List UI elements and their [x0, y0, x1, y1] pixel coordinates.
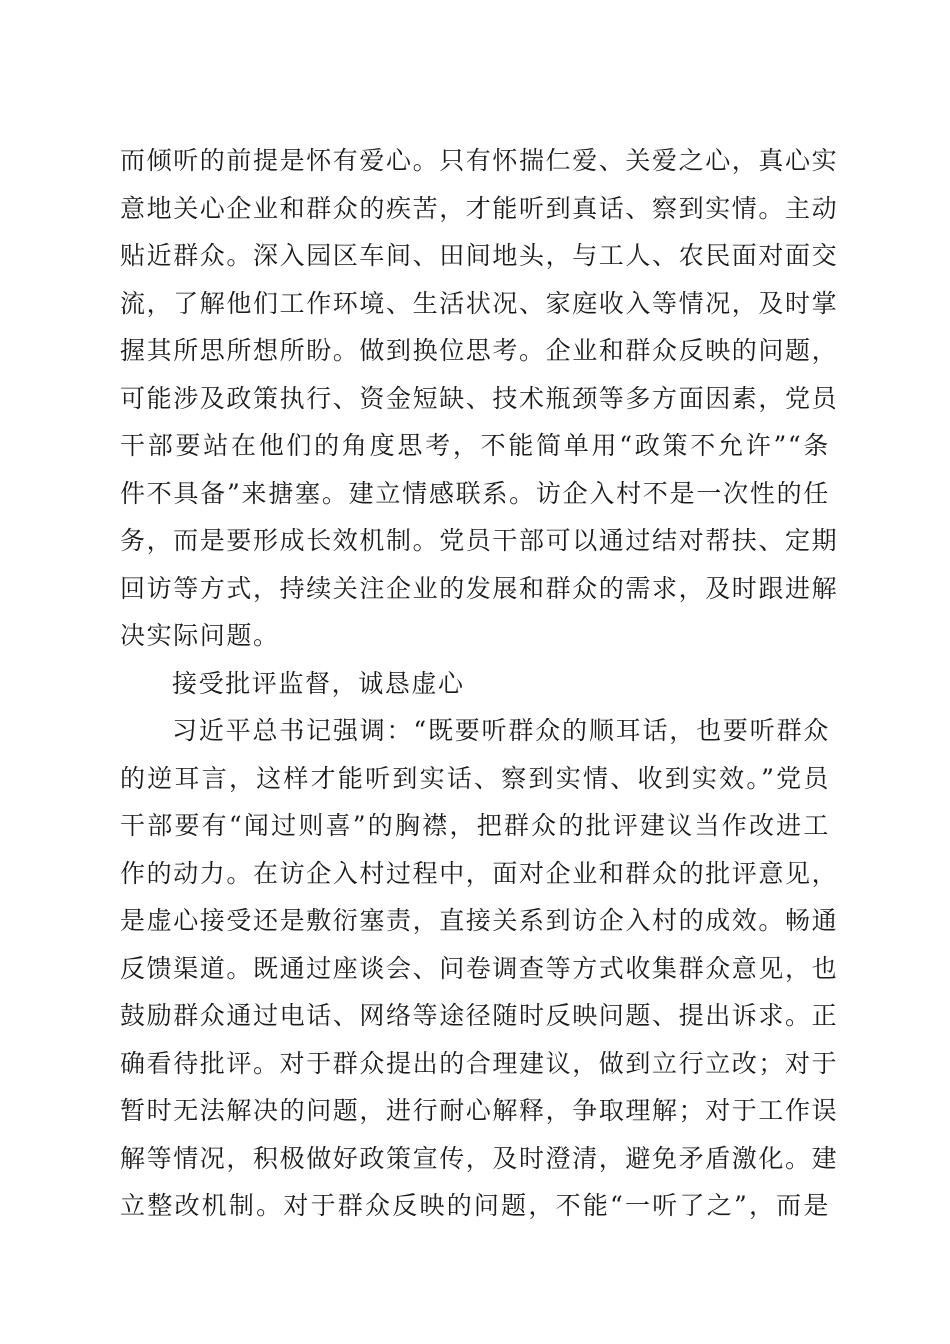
text-line: 解等情况，积极做好政策宣传，及时澄清，避免矛盾激化。建: [120, 1143, 839, 1173]
text-line: 确看待批评。对于群众提出的合理建议，做到立行立改；对于: [120, 1048, 839, 1078]
section-heading: 接受批评监督，诚恳虚心: [172, 668, 465, 698]
text-line: 件不具备”来搪塞。建立情感联系。访企入村不是一次性的任: [120, 478, 830, 508]
text-line: 贴近群众。深入园区车间、田间地头，与工人、农民面对面交: [120, 241, 839, 270]
text-line: 是虚心接受还是敷衍塞责，直接关系到访企入村的成效。畅通: [120, 906, 839, 935]
text-line: 作的动力。在访企入村过程中，面对企业和群众的批评意见，: [120, 858, 839, 888]
text-line: 干部要站在他们的角度思考，不能简单用“政策不允许”“条: [120, 431, 830, 460]
text-line: 暂时无法解决的问题，进行耐心解释，争取理解；对于工作误: [120, 1096, 839, 1125]
text-line: 鼓励群众通过电话、网络等途径随时反映问题、提出诉求。正: [120, 1001, 839, 1030]
text-line: 可能涉及政策执行、资金短缺、技术瓶颈等多方面因素，党员: [120, 383, 839, 413]
body-text: [120, 137, 839, 1230]
text-line: 习近平总书记强调：“既要听群众的顺耳话，也要听群众: [172, 716, 830, 745]
text-line: 务，而是要形成长效机制。党员干部可以通过结对帮扶、定期: [120, 526, 839, 555]
text-line: 意地关心企业和群众的疾苦，才能听到真话、察到实情。主动: [120, 193, 839, 223]
text-line: 握其所思所想所盼。做到换位思考。企业和群众反映的问题，: [120, 336, 839, 365]
text-line: 的逆耳言，这样才能听到实话、察到实情、收到实效。”党员: [120, 763, 830, 793]
text-line: 立整改机制。对于群众反映的问题，不能“一听了之”，而是: [120, 1191, 830, 1220]
text-line: 而倾听的前提是怀有爱心。只有怀揣仁爱、关爱之心，真心实: [120, 146, 839, 175]
text-line: 流，了解他们工作环境、生活状况、家庭收入等情况，及时掌: [120, 288, 839, 318]
text-line: 决实际问题。: [120, 621, 280, 650]
text-line: 回访等方式，持续关注企业的发展和群众的需求，及时跟进解: [120, 573, 839, 603]
text-line: 反馈渠道。既通过座谈会、问卷调查等方式收集群众意见，也: [120, 953, 839, 983]
text-line: 干部要有“闻过则喜”的胸襟，把群众的批评建议当作改进工: [120, 811, 830, 840]
